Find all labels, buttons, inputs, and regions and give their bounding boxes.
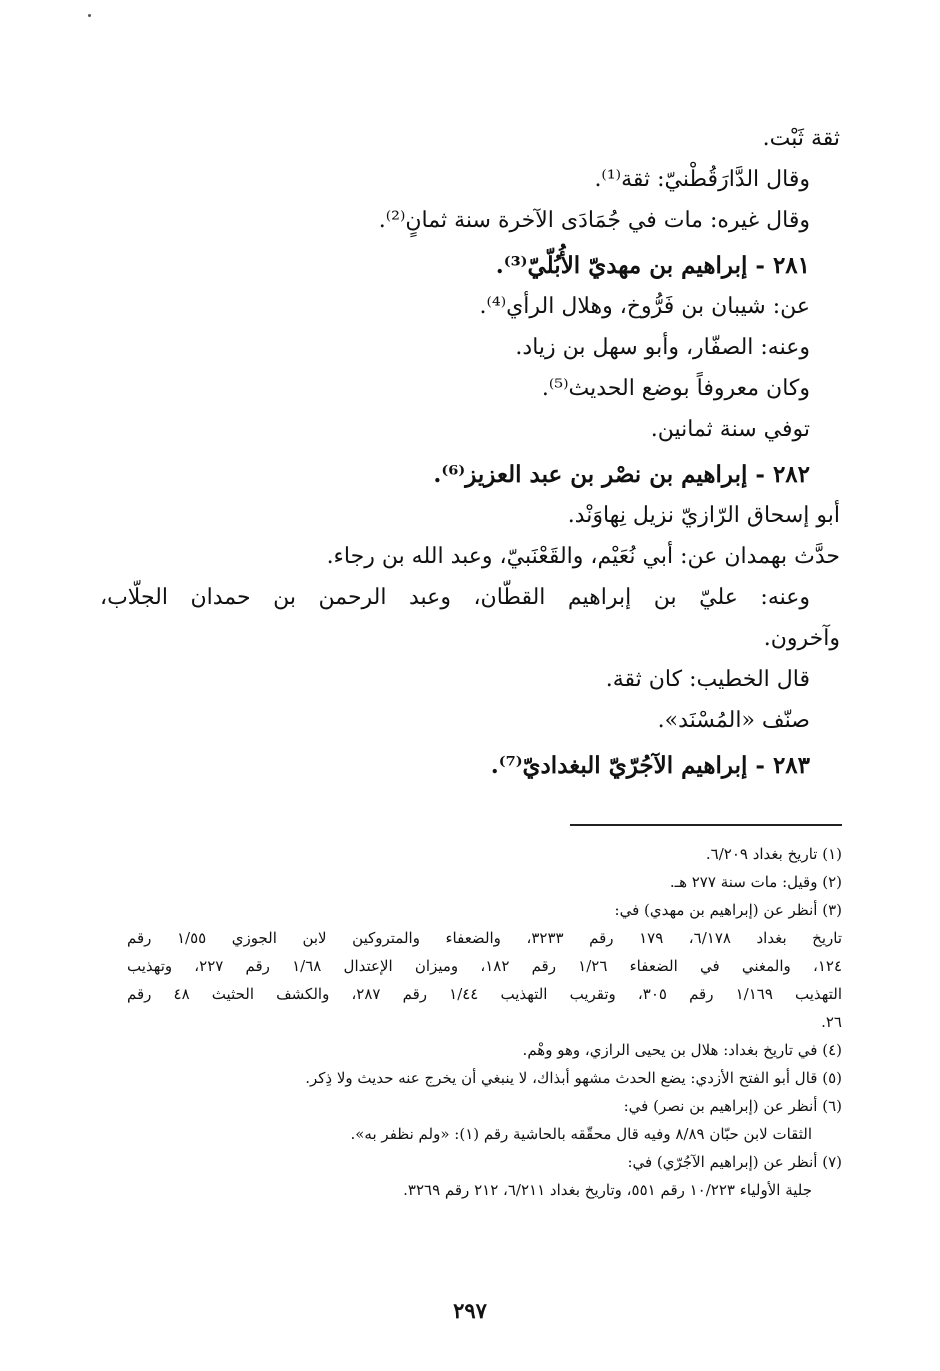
footnote: (٧) أنظر عن (إبراهيم الآجُرّي) في: (627, 1153, 842, 1171)
footnotes (127, 840, 842, 1204)
text-line: ثقة ثَبْت. (762, 126, 840, 151)
text-line: وقال غيره: مات في جُمَادَى الآخرة سنة ثمانٍ⁽²⁾. (378, 208, 810, 233)
entry-heading: ٢٨٢ - إبراهيم بن نصْر بن عبد العزيز⁽⁶⁾. (433, 461, 810, 488)
footnote: (٢) وقيل: مات سنة ٢٧٧ هـ. (669, 873, 842, 891)
text-line: وآخرون. (763, 626, 840, 651)
text-line: وقال الدَّارَقُطْنيّ: ثقة⁽¹⁾. (594, 167, 810, 192)
footnote: (٦) أنظر عن (إبراهيم بن نصر) في: (623, 1097, 842, 1115)
text-line: وعنه: عليّ بن إبراهيم القطّان، وعبد الرحمن بن حمدان الجلّاب، (100, 585, 810, 610)
text-line: حدَّث بهمدان عن: أبي نُعَيْم، والقَعْنَبيّ، وعبد الله بن رجاء. (326, 544, 840, 569)
footnote: (٥) قال أبو الفتح الأزدي: يضع الحدث مشهو أبذاك، لا ينبغي أن يخرج عنه حديث ولا ذِكر. (305, 1069, 842, 1087)
footnote-divider (570, 824, 842, 826)
footnote-continuation: تاريخ بغداد ٦/١٧٨، ١٧٩ رقم ٣٢٣٣، والضعفاء والمتروكين لابن الجوزي ١/٥٥ رقم (127, 929, 843, 947)
footnote-continuation: جلية الأولياء ١٠/٢٢٣ رقم ٥٥١، وتاريخ بغداد ٦/٢١١، ٢١٢ رقم ٣٢٦٩. (403, 1181, 812, 1199)
text-line: توفي سنة ثمانين. (650, 417, 810, 442)
entry-heading: ٢٨٣ - إبراهيم الآجُرّيّ البغداديّ⁽⁷⁾. (490, 752, 810, 779)
footnote: (٣) أنظر عن (إبراهيم بن مهدي) في: (614, 901, 842, 919)
footnote: (١) تاريخ بغداد ٦/٢٠٩. (705, 845, 842, 863)
footnote-continuation: الثقات لابن حبّان ٨/٨٩ وفيه قال محقّقه بالحاشية رقم (١): «ولم نظفر به». (350, 1125, 812, 1143)
footnote-continuation: ١٢٤، والمغني في الضعفاء ١/٢٦ رقم ١٨٢، وميزان الإعتدال ١/٦٨ رقم ٢٢٧، وتهذيب (127, 957, 842, 975)
text-line: قال الخطيب: كان ثقة. (605, 667, 810, 692)
footnote: (٤) في تاريخ بغداد: هلال بن يحيى الرازي، وهو وهْم. (522, 1041, 842, 1059)
main-text (100, 118, 840, 786)
text-line: عن: شيبان بن فَرُّوخ، وهلال الرأي⁽⁴⁾. (479, 294, 810, 319)
text-line: صنّف «المُسْنَد». (657, 708, 810, 733)
page-number: ٢٩٧ (453, 1298, 487, 1323)
text-line: أبو إسحاق الرّازيّ نزيل نِهاوَنْد. (567, 503, 840, 528)
footnote-continuation: التهذيب ١/١٦٩ رقم ٣٠٥، وتقريب التهذيب ١/٤٤ رقم ٢٨٧، والكشف الحثيث ٤٨ رقم (127, 985, 842, 1003)
speck (88, 14, 91, 17)
entry-heading: ٢٨١ - إبراهيم بن مهديّ الأُبُلّيّ⁽³⁾. (495, 252, 810, 279)
footnote-continuation: ٢٦. (821, 1013, 842, 1031)
text-line: وعنه: الصفّار، وأبو سهل بن زياد. (515, 335, 810, 360)
text-line: وكان معروفاً بوضع الحديث⁽⁵⁾. (541, 376, 810, 401)
